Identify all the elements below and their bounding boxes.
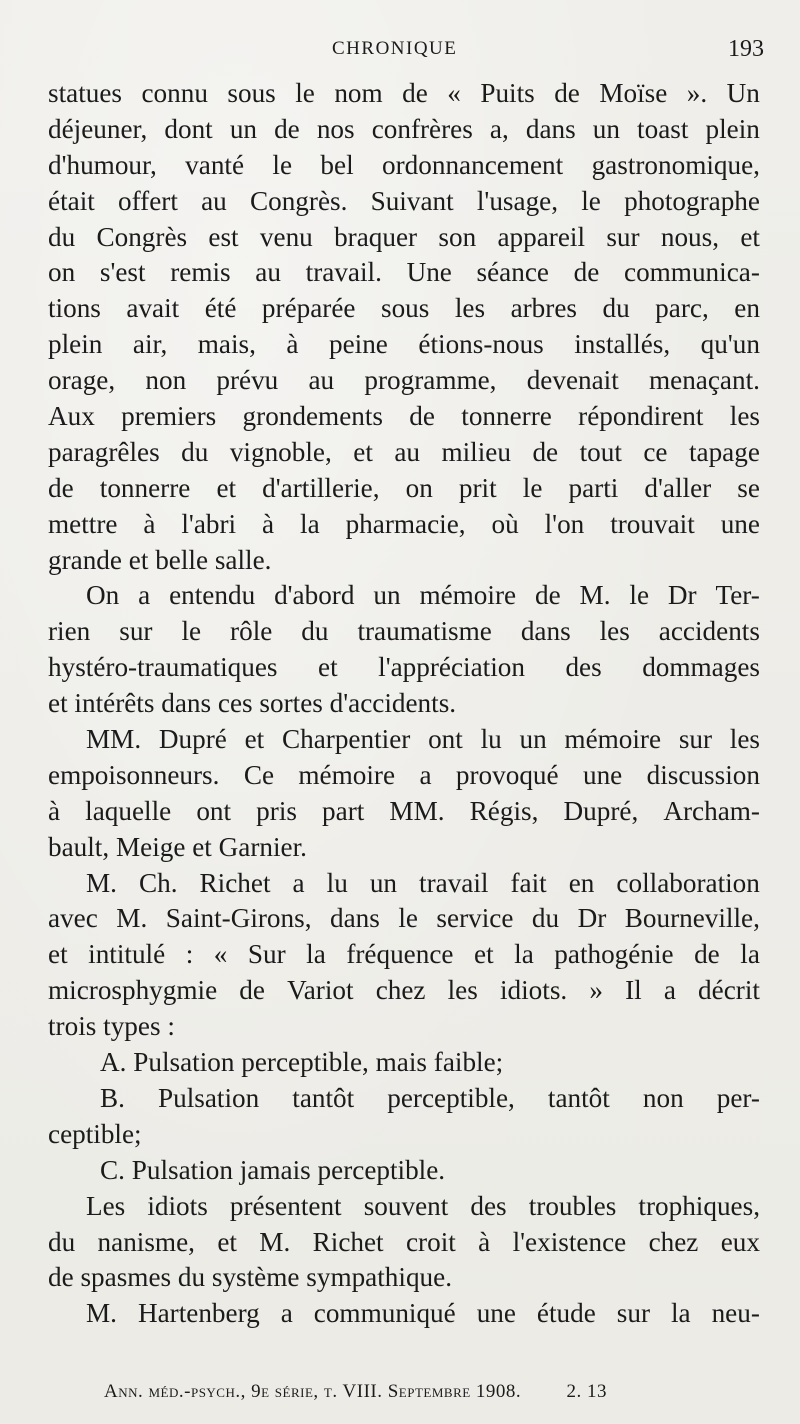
- text-line: de spasmes du système sympathique.: [48, 1262, 453, 1293]
- running-head: CHRONIQUE: [332, 38, 458, 59]
- text-line: du nanisme, et M. Richet croit à l'existence chez eux: [48, 1226, 760, 1257]
- text-line: ceptible;: [48, 1118, 142, 1149]
- text-line: On a entendu d'abord un mémoire de M. le Dr Ter-: [86, 580, 760, 611]
- text-line: hystéro-traumatiques et l'appréciation des dommages: [48, 652, 760, 683]
- text-line: de tonnerre et d'artillerie, on prit le parti d'aller se: [48, 472, 760, 503]
- text-line: bault, Meige et Garnier.: [48, 831, 307, 862]
- text-line: M. Ch. Richet a lu un travail fait en collaboration: [86, 867, 760, 898]
- text-line: d'humour, vanté le bel ordonnancement gastronomique,: [48, 149, 760, 180]
- text-line: Les idiots présentent souvent des troubles trophiques,: [86, 1190, 760, 1221]
- footer-journal: Ann. méd.-psych., 9e série, t. VIII. Septembre 1908.: [104, 1381, 522, 1402]
- text-line: MM. Dupré et Charpentier ont lu un mémoire sur les: [86, 724, 760, 755]
- text-line: paragrêles du vignoble, et au milieu de tout ce tapage: [48, 436, 760, 467]
- text-line: était offert au Congrès. Suivant l'usage, le photographe: [48, 185, 760, 216]
- text-line: avec M. Saint-Girons, dans le service du Dr Bourneville,: [48, 903, 760, 934]
- text-line: orage, non prévu au programme, devenait menaçant.: [48, 365, 760, 396]
- page-header: [0, 36, 800, 66]
- text-line: à laquelle ont pris part MM. Régis, Dupré, Archam-: [48, 795, 760, 826]
- text-line: plein air, mais, à peine étions-nous installés, qu'un: [48, 329, 760, 360]
- text-line: A. Pulsation perceptible, mais faible;: [100, 1047, 504, 1078]
- text-line: et intérêts dans ces sortes d'accidents.: [48, 688, 457, 719]
- text-line: mettre à l'abri à la pharmacie, où l'on trouvait une: [48, 508, 760, 539]
- text-line: rien sur le rôle du traumatisme dans les accidents: [48, 616, 760, 647]
- body-text: [48, 76, 760, 1332]
- text-line: statues connu sous le nom de « Puits de Moïse ». Un: [48, 78, 760, 108]
- text-line: B. Pulsation tantôt perceptible, tantôt non per-: [100, 1082, 760, 1113]
- text-line: trois types :: [48, 1011, 175, 1042]
- text-line: on s'est remis au travail. Une séance de communica-: [48, 257, 760, 288]
- text-line: Aux premiers grondements de tonnerre répondirent les: [48, 401, 760, 432]
- text-line: microsphygmie de Variot chez les idiots. » Il a décrit: [48, 975, 760, 1006]
- text-line: grande et belle salle.: [48, 544, 272, 575]
- text-line: empoisonneurs. Ce mémoire a provoqué une discussion: [48, 759, 760, 790]
- text-line: C. Pulsation jamais perceptible.: [100, 1154, 446, 1185]
- text-line: tions avait été préparée sous les arbres du parc, en: [48, 293, 760, 324]
- text-line: du Congrès est venu braquer son appareil sur nous, et: [48, 221, 760, 252]
- text-line: M. Hartenberg a communiqué une étude sur la neu-: [86, 1298, 760, 1329]
- footer-signature: 2. 13: [566, 1381, 607, 1402]
- page-footer: [104, 1381, 607, 1403]
- page-number: 193: [728, 36, 764, 62]
- text-line: déjeuner, dont un de nos confrères a, dans un toast plein: [48, 113, 760, 144]
- text-line: et intitulé : « Sur la fréquence et la pathogénie de la: [48, 939, 760, 970]
